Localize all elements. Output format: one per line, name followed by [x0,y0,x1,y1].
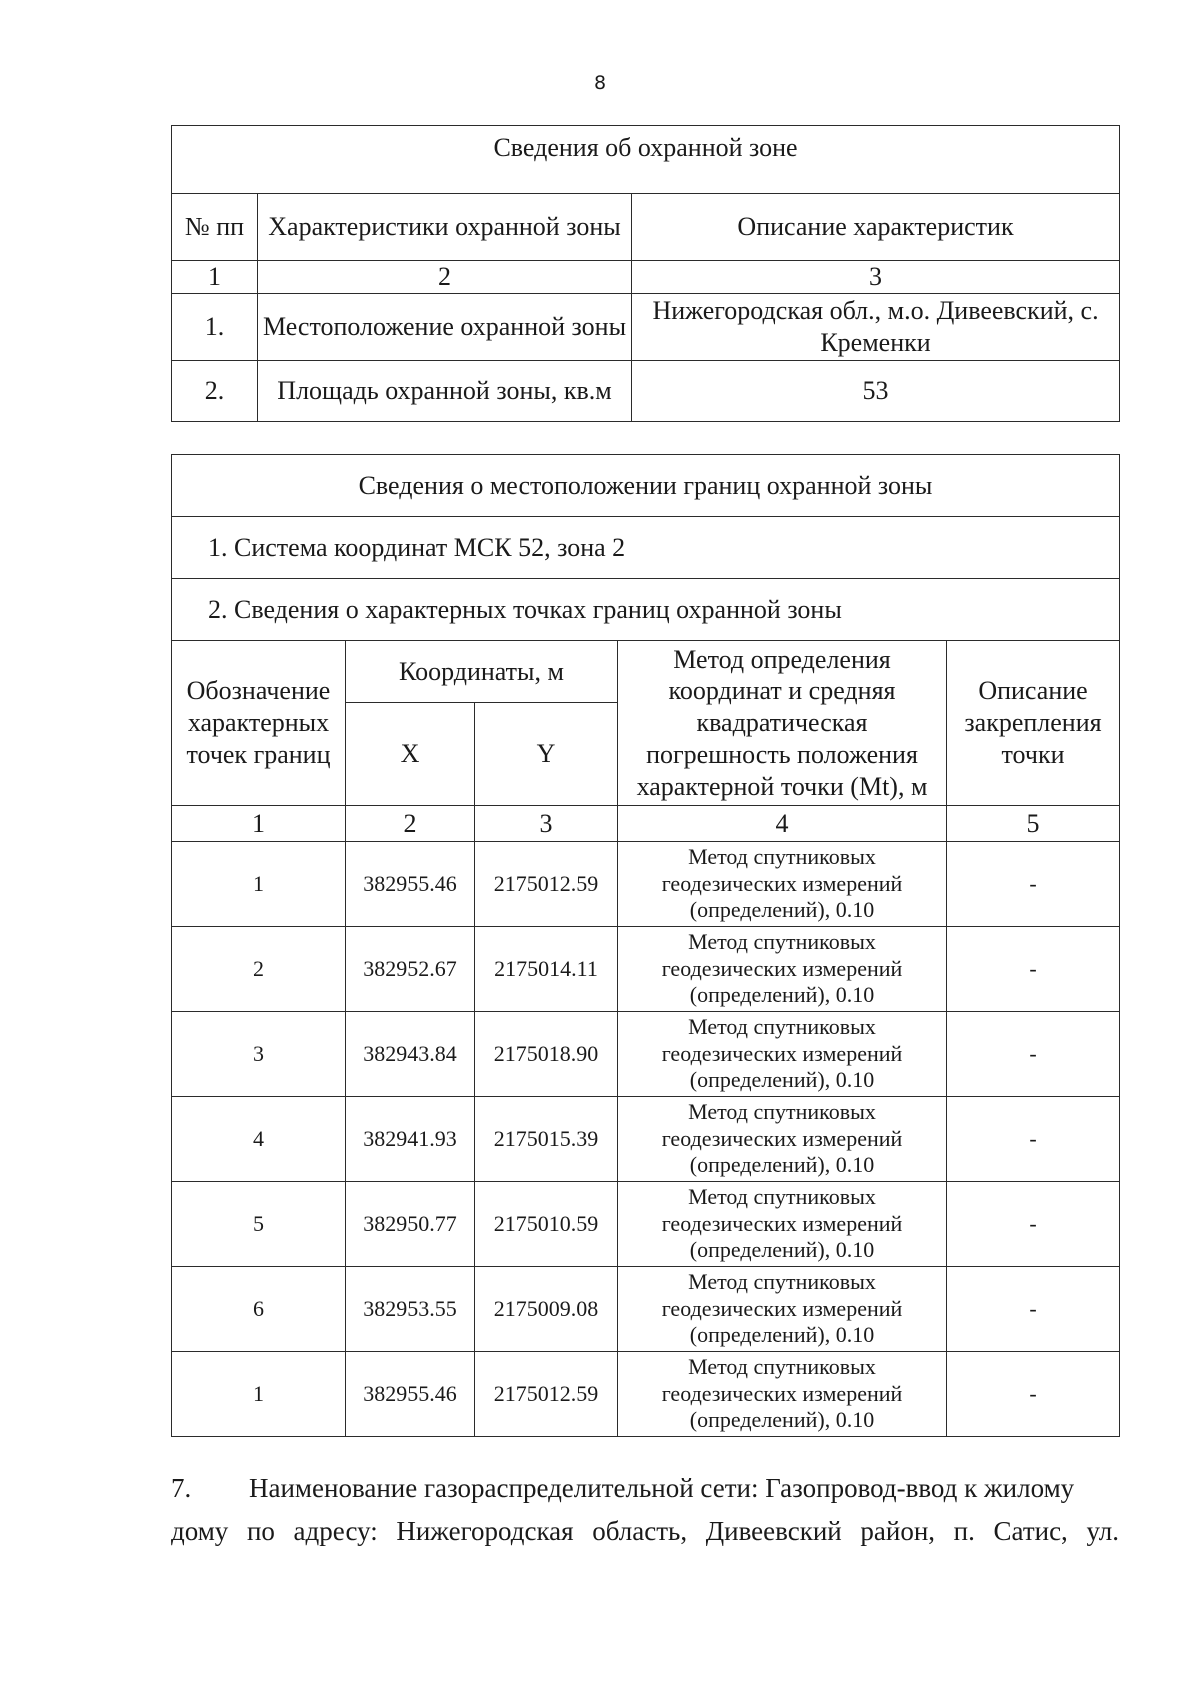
column-number: 3 [475,806,618,842]
coordinate-system: 1. Система координат МСК 52, зона 2 [172,517,1120,579]
zone-header-characteristics: Характеристики охранной зоны [258,194,632,261]
point-fixing: - [947,927,1120,1012]
table-row [172,294,1120,361]
point-fixing: - [947,1012,1120,1097]
point-id: 5 [172,1182,346,1267]
point-y: 2175012.59 [475,1352,618,1437]
column-number: 5 [947,806,1120,842]
paragraph-number: 7. [171,1473,192,1503]
column-number: 2 [346,806,475,842]
boundary-points-table [171,454,1120,1437]
paragraph-line1: Наименование газораспределительной сети: Газопровод-ввод к жилому [249,1473,1075,1503]
zone-col-number: 2 [258,261,632,294]
table-row [172,1267,1120,1352]
point-fixing: - [947,1352,1120,1437]
point-id: 4 [172,1097,346,1182]
zone-col-number: 3 [632,261,1120,294]
point-method: Метод спутниковых геодезических измерений (определений), 0.10 [618,927,947,1012]
point-y: 2175012.59 [475,842,618,927]
zone-row-value: 53 [632,361,1120,422]
table-row [172,842,1120,927]
point-y: 2175014.11 [475,927,618,1012]
zone-header-num: № пп [172,194,258,261]
point-method: Метод спутниковых геодезических измерений (определений), 0.10 [618,1267,947,1352]
header-point-designation: Обозначение характерных точек границ [172,641,346,806]
point-fixing: - [947,842,1120,927]
zone-header-description: Описание характеристик [632,194,1120,261]
point-x: 382955.46 [346,1352,475,1437]
table-row [172,1012,1120,1097]
header-method: Метод определения координат и средняя квадратическая погрешность положения характерной точки (Mt), м [618,641,947,806]
zone-row-name: Местоположение охранной зоны [258,294,632,361]
point-method: Метод спутниковых геодезических измерений (определений), 0.10 [618,1097,947,1182]
point-id: 3 [172,1012,346,1097]
zone-col-number: 1 [172,261,258,294]
zone-row-name: Площадь охранной зоны, кв.м [258,361,632,422]
point-fixing: - [947,1097,1120,1182]
table-row [172,1352,1120,1437]
point-y: 2175009.08 [475,1267,618,1352]
point-method: Метод спутниковых геодезических измерений (определений), 0.10 [618,842,947,927]
zone-row-num: 1. [172,294,258,361]
point-id: 1 [172,842,346,927]
point-x: 382955.46 [346,842,475,927]
point-x: 382950.77 [346,1182,475,1267]
zone-row-num: 2. [172,361,258,422]
table-row [172,361,1120,422]
zone-info-table [171,125,1120,422]
point-id: 6 [172,1267,346,1352]
point-x: 382953.55 [346,1267,475,1352]
point-id: 2 [172,927,346,1012]
table-row [172,1097,1120,1182]
point-fixing: - [947,1182,1120,1267]
point-id: 1 [172,1352,346,1437]
zone-table-title: Сведения об охранной зоне [172,126,1120,194]
table-row [172,927,1120,1012]
paragraph-line2: дому по адресу: Нижегородская область, Дивеевский район, п. Сатис, ул. [171,1516,1119,1546]
point-y: 2175010.59 [475,1182,618,1267]
point-y: 2175015.39 [475,1097,618,1182]
paragraph-first-line [171,1467,1119,1510]
point-x: 382941.93 [346,1097,475,1182]
header-coordinates: Координаты, м [346,641,618,703]
header-x: X [346,703,475,806]
point-method: Метод спутниковых геодезических измерений (определений), 0.10 [618,1352,947,1437]
page-number: 8 [593,72,607,94]
header-y: Y [475,703,618,806]
points-section-title: 2. Сведения о характерных точках границ охранной зоны [172,579,1120,641]
column-number: 1 [172,806,346,842]
point-x: 382952.67 [346,927,475,1012]
column-number: 4 [618,806,947,842]
point-fixing: - [947,1267,1120,1352]
zone-row-value: Нижегородская обл., м.о. Дивеевский, с. Кременки [632,294,1120,361]
header-fixing: Описание закрепления точки [947,641,1120,806]
boundary-table-title: Сведения о местоположении границ охранной зоны [172,455,1120,517]
point-method: Метод спутниковых геодезических измерений (определений), 0.10 [618,1012,947,1097]
table-row [172,1182,1120,1267]
point-y: 2175018.90 [475,1012,618,1097]
point-x: 382943.84 [346,1012,475,1097]
point-method: Метод спутниковых геодезических измерений (определений), 0.10 [618,1182,947,1267]
